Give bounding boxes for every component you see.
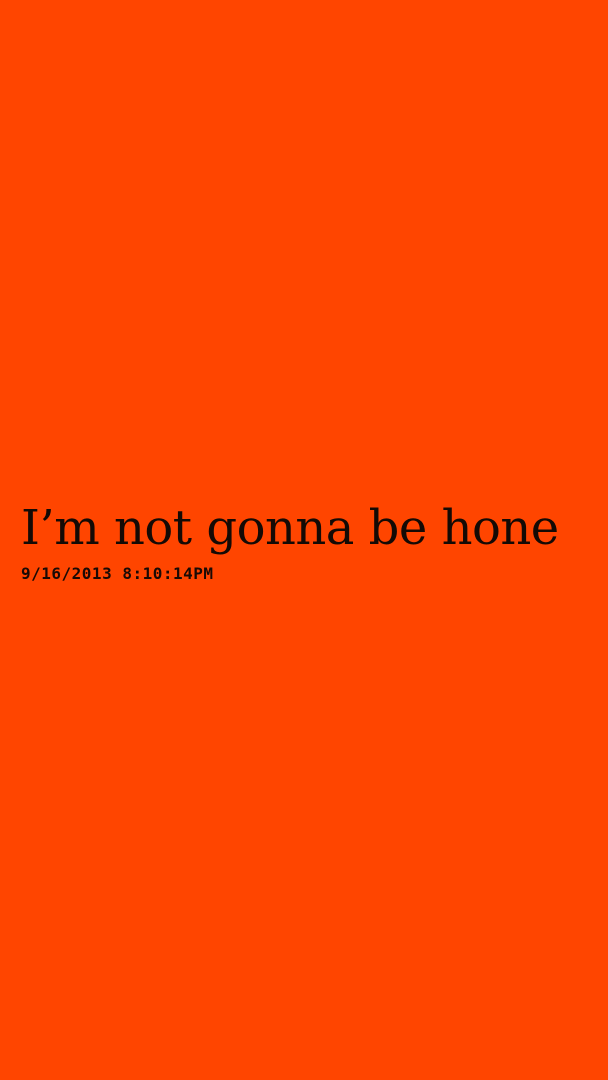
post [21,496,601,584]
post-timestamp: 9/16/2013 8:10:14PM [21,564,214,583]
post-text: I’m not gonna be hone [21,500,559,556]
